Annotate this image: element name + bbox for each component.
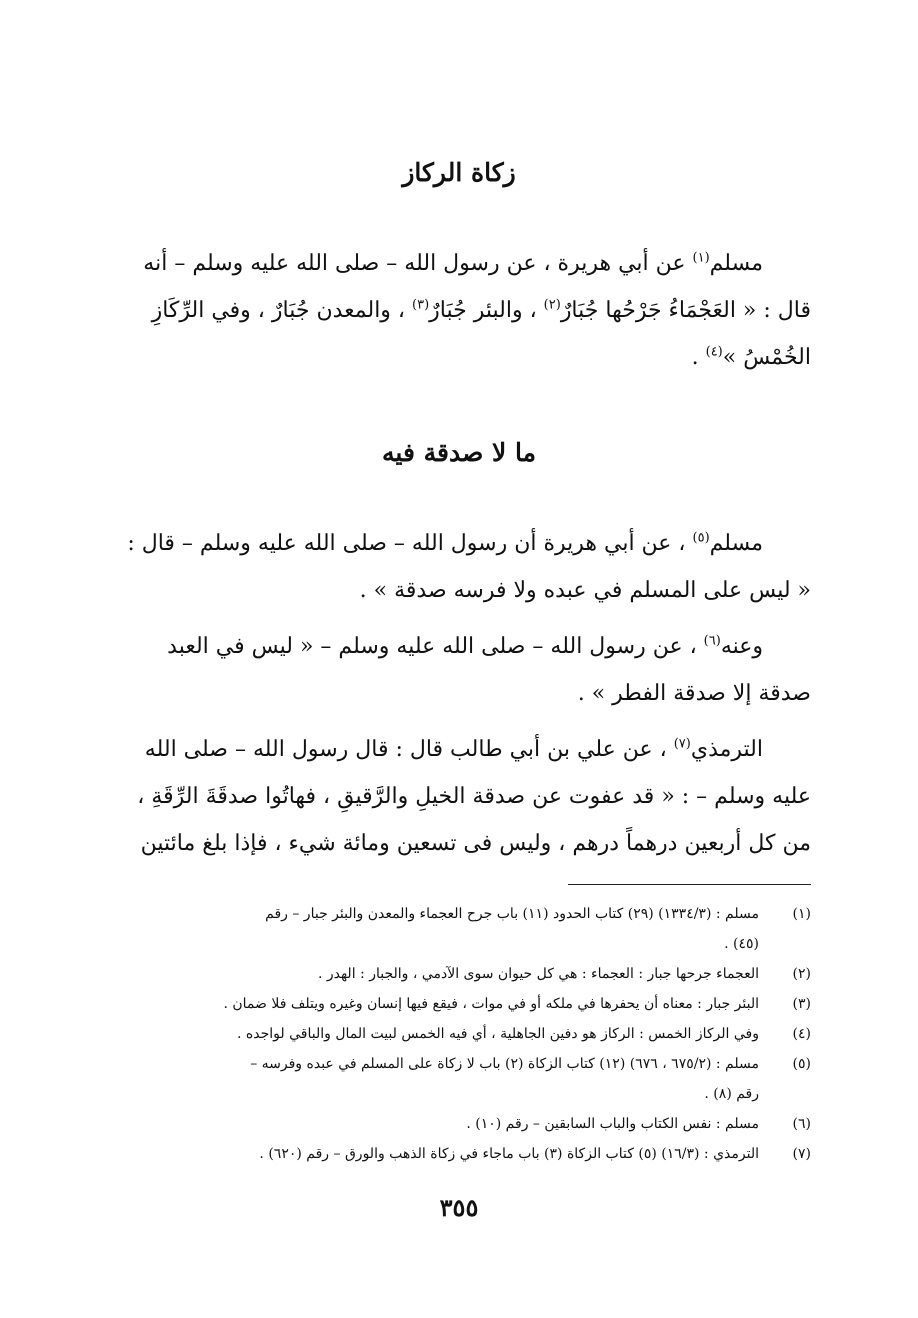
footnote-number: (٧): [792, 1146, 811, 1162]
paragraph-line: صدقة إلا صدقة الفطر » .: [577, 681, 811, 706]
hadith-paragraph-1: [115, 520, 811, 614]
text-segment: الخُمْسُ »: [722, 345, 811, 370]
paragraph-line: [115, 240, 811, 287]
footnote-number: (٢): [792, 966, 811, 982]
paragraph-line: « ليس على المسلم في عبده ولا فرسه صدقة » .: [359, 578, 811, 603]
footnote-ref[interactable]: (٣): [412, 297, 430, 313]
paragraph-line: من كل أربعين درهماً درهم ، وليس فى تسعين ومائة شيء ، فإذا بلغ مائتين: [140, 831, 811, 856]
text-segment: مسلم: [709, 531, 763, 556]
text-segment: ، والمعدن جُبَارٌ ، وفي الرِّكَازِ: [151, 298, 413, 323]
paragraph-line: [115, 334, 811, 381]
footnote-ref[interactable]: (١): [692, 250, 710, 266]
footnotes: [110, 899, 811, 1169]
text-segment: ، عن رسول الله – صلى الله عليه وسلم – « ليس في العبد: [167, 634, 704, 659]
text-segment: ، عن أبي هريرة أن رسول الله – صلى الله عليه وسلم – قال :: [127, 531, 693, 556]
text-segment: ، عن علي بن أبي طالب قال : قال رسول الله – صلى الله: [144, 737, 674, 762]
footnote-item: [110, 1019, 811, 1049]
paragraph-line: [115, 287, 811, 334]
footnote-ref[interactable]: (٢): [543, 297, 561, 313]
paragraph-line: [115, 623, 811, 670]
page-number: ٣٥٥: [439, 1193, 479, 1222]
footnote-item: [110, 899, 811, 959]
text-segment: الترمذي: [690, 737, 763, 762]
footnote-item: [110, 1109, 811, 1139]
footnote-ref[interactable]: (٦): [703, 633, 721, 649]
text-segment: مسلم: [709, 251, 763, 276]
footnote-item: [110, 959, 811, 989]
rikaz-paragraph: [115, 240, 811, 381]
footnote-text: مسلم : (٦٧٥/٢ ، ٦٧٦) (١٢) كتاب الزكاة (٢) باب لا زكاة على المسلم في عبده وفرسه –: [250, 1056, 759, 1072]
footnote-text: البئر جبار : معناه أن يحفرها في ملكه أو في موات ، فيقع فيها إنسان وغيره ويتلف فلا ضمان .: [223, 996, 759, 1012]
footnote-ref[interactable]: (٤): [705, 344, 723, 360]
footnote-number: (٦): [792, 1116, 811, 1132]
section-title-no-sadaqah: ما لا صدقة فيه: [382, 438, 536, 467]
text-segment: .: [691, 345, 706, 370]
footnote-separator: [568, 884, 811, 885]
footnote-text: وفي الركاز الخمس : الركاز هو دفين الجاهلية ، أي فيه الخمس لبيت المال والباقي لواجده .: [237, 1026, 759, 1042]
footnote-text: العجماء جرحها جبار : العجماء : هي كل حيوان سوى الآدمي ، والجبار : الهدر .: [317, 966, 759, 982]
footnote-continuation: (٤٥) .: [724, 936, 759, 952]
footnote-text: مسلم : (١٣٣٤/٣) (٢٩) كتاب الحدود (١١) باب جرح العجماء والمعدن والبئر جبار – رقم: [265, 906, 759, 922]
footnote-number: (٣): [792, 996, 811, 1012]
footnote-ref[interactable]: (٥): [692, 530, 710, 546]
text-segment: عن أبي هريرة ، عن رسول الله – صلى الله عليه وسلم – أنه: [143, 251, 693, 276]
footnote-number: (٤): [792, 1026, 811, 1042]
text-segment: وعنه: [720, 634, 763, 659]
footnote-item: [110, 1049, 811, 1109]
footnote-number: (١): [792, 906, 811, 922]
footnote-item: [110, 1139, 811, 1169]
footnote-number: (٥): [792, 1056, 811, 1072]
footnote-continuation: رقم (٨) .: [704, 1086, 759, 1102]
footnote-item: [110, 989, 811, 1019]
hadith-paragraph-3: [115, 726, 811, 867]
text-segment: ، والبئر جُبَارٌ: [429, 298, 544, 323]
text-segment: قال : « العَجْمَاءُ جَرْحُها جُبَارٌ: [560, 298, 811, 323]
paragraph-line: عليه وسلم – : « قد عفوت عن صدقة الخيلِ والرَّقيقِ ، فهاتُوا صدقَةَ الرِّقَةِ ،: [137, 784, 811, 809]
section-title-rikaz: زكاة الركاز: [402, 158, 516, 187]
hadith-paragraph-2: [115, 623, 811, 717]
paragraph-line: [115, 726, 811, 773]
footnote-text: مسلم : نفس الكتاب والباب السابقين – رقم (١٠) .: [466, 1116, 759, 1132]
footnote-ref[interactable]: (٧): [673, 736, 691, 752]
paragraph-line: [115, 520, 811, 567]
footnote-text: الترمذي : (١٦/٣) (٥) كتاب الزكاة (٣) باب ماجاء في زكاة الذهب والورق – رقم (٦٢٠) .: [259, 1146, 759, 1162]
